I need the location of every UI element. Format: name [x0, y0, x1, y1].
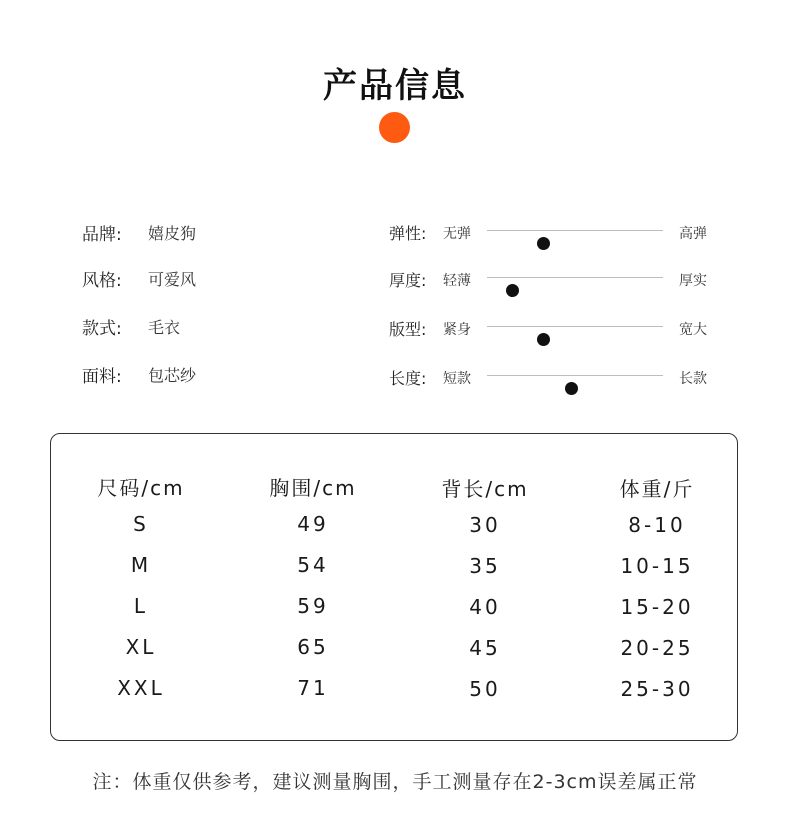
slider-max-label: 长款	[679, 371, 707, 387]
attribute-label: 面料:	[82, 366, 122, 387]
table-cell: 30	[469, 513, 501, 537]
slider-label: 弹性:	[389, 224, 427, 243]
attribute-style	[82, 264, 196, 292]
table-cell: 25-30	[620, 677, 694, 701]
table-header: 体重/斤	[619, 477, 695, 501]
table-cell: S	[133, 512, 149, 536]
slider-label: 版型:	[389, 320, 427, 339]
table-cell: 45	[469, 636, 501, 660]
slider-track	[487, 277, 663, 278]
table-header: 背长/cm	[441, 477, 529, 501]
slider-track	[487, 375, 663, 376]
attribute-brand	[82, 218, 196, 246]
slider-knob	[506, 284, 519, 297]
table-cell: 35	[469, 554, 501, 578]
slider-min-label: 短款	[443, 371, 471, 387]
slider-min-label: 轻薄	[443, 273, 471, 289]
table-cell: 40	[469, 595, 501, 619]
table-header: 尺码/cm	[97, 476, 185, 500]
slider-label: 厚度:	[389, 271, 427, 290]
slider-knob	[565, 382, 578, 395]
slider-max-label: 高弹	[679, 226, 707, 242]
table-cell: 20-25	[620, 636, 694, 660]
page-title: 产品信息	[323, 66, 467, 106]
slider-max-label: 厚实	[679, 273, 707, 289]
table-cell: XL	[125, 635, 157, 659]
attribute-label: 品牌:	[82, 224, 122, 245]
slider-knob	[537, 237, 550, 250]
table-cell: 15-20	[620, 595, 694, 619]
slider-length	[389, 362, 719, 390]
table-cell: 54	[297, 553, 329, 577]
table-cell: 65	[297, 635, 329, 659]
attribute-label: 款式:	[82, 318, 122, 339]
slider-fit	[389, 313, 719, 341]
table-cell: 49	[297, 512, 329, 536]
size-table	[50, 433, 738, 741]
table-cell: M	[130, 553, 152, 577]
attribute-value: 嬉皮狗	[148, 223, 197, 243]
slider-elasticity	[389, 217, 719, 245]
slider-min-label: 紧身	[443, 322, 471, 338]
table-cell: 50	[469, 677, 501, 701]
table-cell: L	[133, 594, 149, 618]
attribute-type	[82, 312, 180, 340]
attribute-label: 风格:	[82, 270, 122, 291]
attribute-value: 包芯纱	[148, 365, 197, 385]
table-cell: 8-10	[628, 513, 686, 537]
table-header: 胸围/cm	[269, 476, 357, 500]
slider-knob	[537, 333, 550, 346]
slider-max-label: 宽大	[679, 322, 707, 338]
attribute-value: 可爱风	[148, 269, 197, 289]
table-cell: 10-15	[620, 554, 694, 578]
table-cell: 59	[297, 594, 329, 618]
slider-label: 长度:	[389, 369, 427, 388]
table-cell: XXL	[117, 676, 165, 700]
footnote: 注：体重仅供参考，建议测量胸围，手工测量存在2-3cm误差属正常	[92, 771, 698, 793]
slider-thickness	[389, 264, 719, 292]
slider-track	[487, 230, 663, 231]
accent-dot	[379, 112, 410, 143]
attribute-value: 毛衣	[148, 317, 181, 337]
slider-track	[487, 326, 663, 327]
table-cell: 71	[297, 676, 329, 700]
slider-min-label: 无弹	[443, 226, 471, 242]
attribute-fabric	[82, 360, 196, 388]
